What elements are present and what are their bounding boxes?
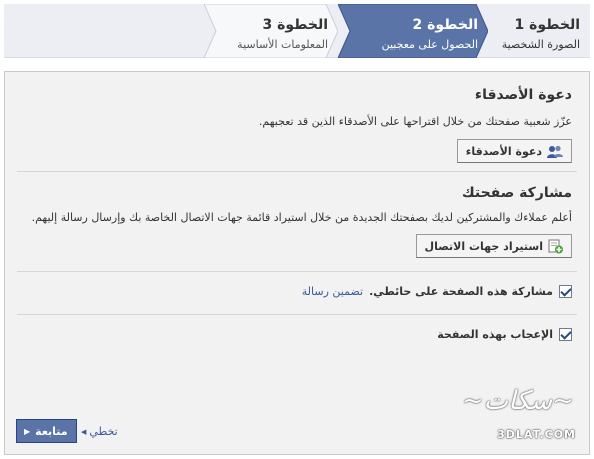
invite-friends-description: عزّز شعبية صفحتك من خلال اقتراحها على الأصدقاء الذين قد تعجبهم. — [258, 115, 572, 128]
invite-friends-button[interactable] — [457, 139, 572, 163]
watermark-logo — [460, 382, 580, 452]
play-arrow-icon: ▶ — [24, 426, 31, 436]
share-page-section — [22, 185, 572, 258]
invite-friends-button-label: دعوة الأصدقاء — [465, 144, 542, 158]
step-2-number: الخطوة 2 — [412, 17, 478, 33]
skip-link-label: تخطي — [89, 425, 118, 438]
friends-icon — [547, 145, 563, 158]
like-page-label: الإعجاب بهذه الصفحة — [437, 328, 553, 341]
invite-friends-section — [22, 87, 572, 163]
step-3-number: الخطوة 3 — [262, 17, 328, 33]
step-1-number: الخطوة 1 — [514, 17, 580, 33]
share-page-description: أعلم عملاءك والمشتركين لديك بصفحتك الجديدة من خلال استيراد قائمة جهات الاتصال الخاصة بك وإرسال رسالة إليهم. — [31, 211, 572, 224]
watermark-script-graphic: ~ﺳﻜﺎﺕ~ — [461, 386, 574, 416]
skip-link[interactable] — [81, 425, 118, 438]
step-3[interactable] — [204, 4, 338, 58]
import-contacts-icon — [548, 239, 563, 254]
import-contacts-button-label: استيراد جهات الاتصال — [424, 239, 543, 253]
share-on-wall-label: مشاركة هذه الصفحة على حائطي. — [369, 285, 553, 298]
continue-button[interactable] — [16, 419, 77, 443]
like-page-checkbox[interactable] — [559, 328, 572, 341]
share-on-wall-option — [302, 285, 572, 298]
step-2-label: الحصول على معجبين — [381, 38, 478, 51]
section-divider — [17, 171, 577, 172]
section-divider — [17, 314, 577, 315]
step-indicator — [4, 4, 590, 58]
watermark-brand: 3DLAT.COM — [497, 428, 576, 441]
step-1-label: الصورة الشخصية — [501, 38, 580, 51]
continue-button-label: متابعة — [35, 424, 68, 438]
step-3-label: المعلومات الأساسية — [237, 38, 328, 51]
step-2-active[interactable] — [338, 4, 488, 58]
section-divider — [17, 271, 577, 272]
caret-icon: ◀ — [81, 427, 87, 436]
step-1[interactable] — [492, 4, 590, 58]
invite-friends-title: دعوة الأصدقاء — [474, 87, 572, 103]
import-contacts-button[interactable] — [416, 234, 572, 258]
share-on-wall-checkbox[interactable] — [559, 285, 572, 298]
include-message-link[interactable]: تضمين رسالة — [301, 285, 364, 298]
like-page-option — [437, 328, 572, 341]
share-page-title: مشاركة صفحتك — [461, 185, 572, 201]
